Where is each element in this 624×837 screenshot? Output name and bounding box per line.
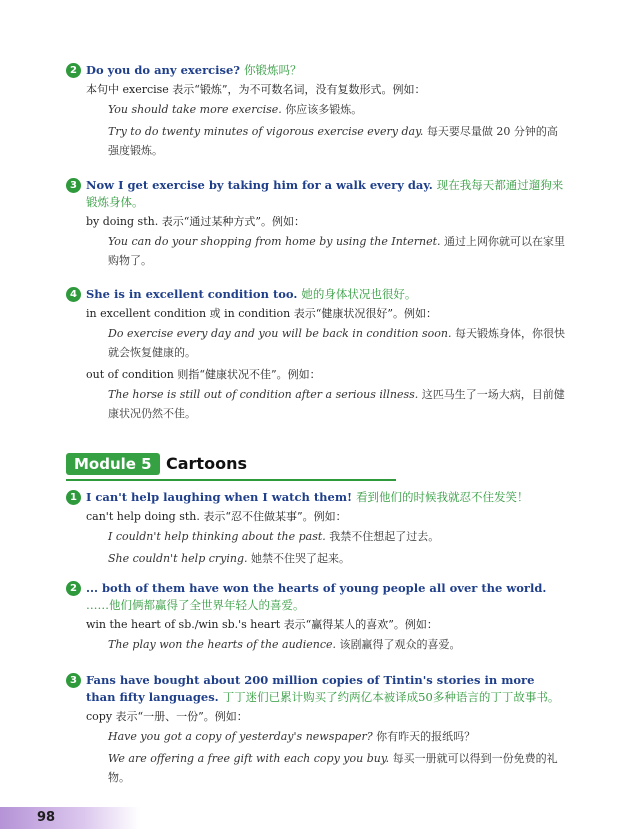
heading-chinese: ……他们俩都赢得了全世界年轻人的喜爱。 (86, 598, 305, 612)
number-badge: 2 (66, 63, 81, 78)
explanation: copy 表示“一册、一份”。例如： (86, 710, 248, 723)
example-english: Try to do twenty minutes of vigorous exercise every day. (108, 125, 424, 138)
number-badge: 1 (66, 490, 81, 505)
module-title: Cartoons (166, 454, 247, 473)
explanation: win the heart of sb./win sb.'s heart 表示“赢得某人的喜欢”。例如： (86, 618, 438, 631)
note-heading (66, 62, 566, 79)
example-chinese: 通过上网你就可以在家里购物了。 (108, 235, 566, 267)
example (66, 727, 566, 746)
example-english: I couldn't help thinking about the past. (108, 530, 326, 543)
example (66, 122, 566, 160)
example (66, 385, 566, 423)
example-english: We are offering a free gift with each copy you buy. (108, 752, 390, 765)
module-header (66, 453, 396, 481)
heading-chinese: 你锻炼吗？ (244, 63, 302, 77)
example-chinese: 每买一册就可以得到一份免费的礼物。 (108, 752, 558, 784)
explanation: 本句中 exercise 表示“锻炼”，为不可数名词，没有复数形式。例如： (86, 83, 426, 96)
note-heading (66, 580, 566, 614)
note-heading (66, 672, 566, 706)
page-footer (0, 807, 140, 829)
heading-english: Fans have bought about 200 million copies of Tintin's stories in more than fifty languages. (86, 673, 535, 704)
example (66, 549, 566, 568)
note-condition (66, 286, 566, 423)
module-badge: Module 5 (66, 453, 160, 475)
number-badge: 4 (66, 287, 81, 302)
example-chinese: 我禁不住想起了过去。 (329, 530, 440, 543)
example (66, 100, 566, 119)
number-badge: 2 (66, 581, 81, 596)
explanation: can't help doing sth. 表示“忍不住做某事”。例如： (86, 510, 347, 523)
example-chinese: 每天锻炼身体，你很快就会恢复健康的。 (108, 327, 565, 359)
heading-chinese: 现在我每天都通过遛狗来锻炼身体。 (86, 178, 564, 209)
note-cant-help (66, 489, 566, 568)
example-english: The play won the hearts of the audience. (108, 638, 337, 651)
heading-chinese: 丁丁迷们已累计购买了约两亿本被译成50多种语言的丁丁故事书。 (222, 690, 560, 704)
example (66, 324, 566, 362)
example (66, 635, 566, 654)
heading-english: She is in excellent condition too. (86, 287, 298, 301)
note-walk (66, 177, 566, 270)
example-chinese: 这匹马生了一场大病，目前健康状况仍然不佳。 (108, 388, 565, 420)
example-chinese: 该剧赢得了观众的喜爱。 (339, 638, 461, 651)
note-exercise (66, 62, 566, 160)
page-number: 98 (37, 810, 56, 825)
example (66, 749, 566, 787)
example-chinese: 每天要尽量做 20 分钟的高强度锻炼。 (108, 125, 558, 157)
heading-chinese: 看到他们的时候我就忍不住发笑！ (356, 490, 529, 504)
example (66, 232, 566, 270)
example-english: Have you got a copy of yesterday's newspaper? (108, 730, 373, 743)
heading-english: Now I get exercise by taking him for a walk every day. (86, 178, 433, 192)
example-english: She couldn't help crying. (108, 552, 248, 565)
example-chinese: 你有昨天的报纸吗？ (376, 730, 476, 743)
example-english: You should take more exercise. (108, 103, 282, 116)
example-english: Do exercise every day and you will be back in condition soon. (108, 327, 452, 340)
note-heading (66, 286, 566, 303)
note-heading (66, 177, 566, 211)
explanation-2: out of condition 则指“健康状况不佳”。例如： (86, 368, 321, 381)
example (66, 527, 566, 546)
heading-english: ... both of them have won the hearts of young people all over the world. (86, 581, 547, 595)
explanation: by doing sth. 表示“通过某种方式”。例如： (86, 215, 305, 228)
note-heading (66, 489, 566, 506)
explanation: in excellent condition 或 in condition 表示“健康状况很好”。例如： (86, 307, 438, 320)
example-chinese: 你应该多锻炼。 (285, 103, 363, 116)
example-english: The horse is still out of condition after a serious illness. (108, 388, 419, 401)
heading-chinese: 她的身体状况也很好。 (301, 287, 417, 301)
note-win-hearts (66, 580, 566, 654)
number-badge: 3 (66, 673, 81, 688)
note-copy (66, 672, 566, 787)
number-badge: 3 (66, 178, 81, 193)
heading-english: I can't help laughing when I watch them! (86, 490, 353, 504)
heading-english: Do you do any exercise? (86, 63, 241, 77)
example-english: You can do your shopping from home by using the Internet. (108, 235, 441, 248)
example-chinese: 她禁不住哭了起来。 (251, 552, 351, 565)
